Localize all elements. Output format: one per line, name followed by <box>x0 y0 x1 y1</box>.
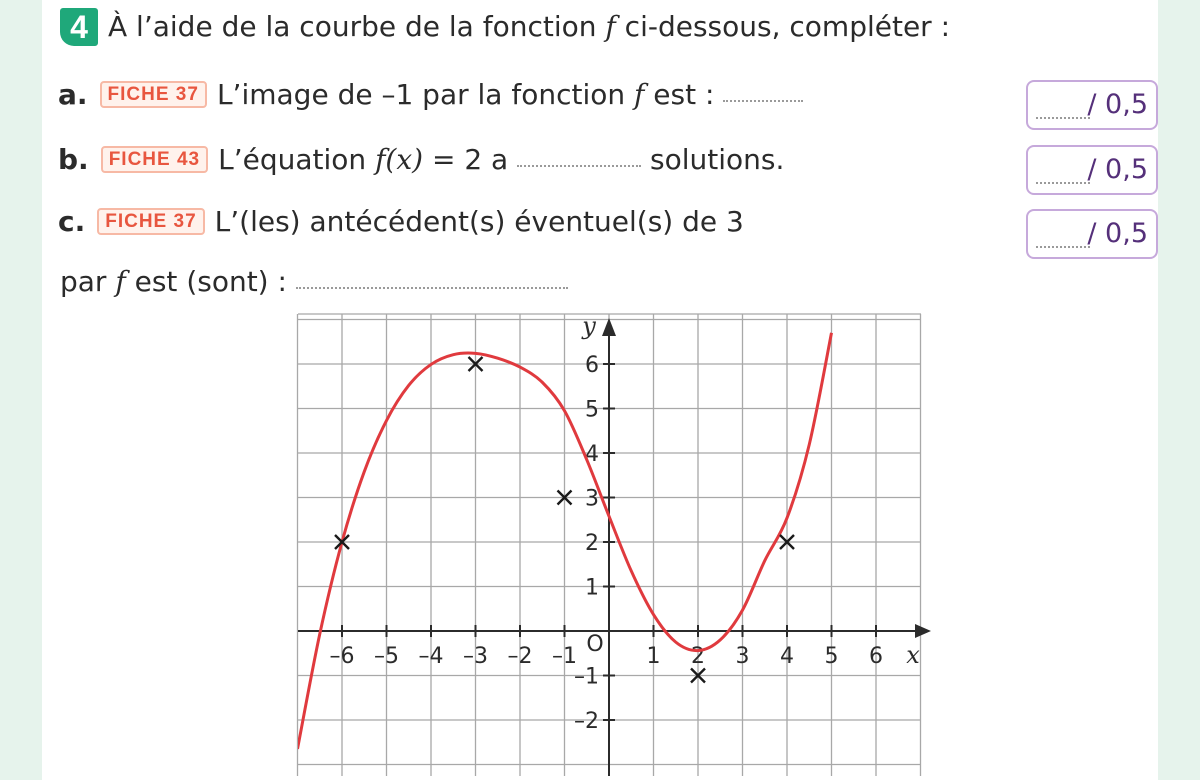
question-letter-a: a. <box>58 78 88 111</box>
fiche-link-a[interactable]: FICHE 37 <box>100 81 207 108</box>
question-letter-c: c. <box>58 205 86 238</box>
x-axis-arrow <box>915 624 931 638</box>
y-tick-label: 1 <box>585 575 599 601</box>
x-tick-label: 1 <box>646 644 661 669</box>
y-tick-label: 6 <box>585 353 599 378</box>
x-tick-label: 2 <box>691 644 705 669</box>
fiche-link-b[interactable]: FICHE 43 <box>101 146 208 173</box>
score-label-a: / 0,5 <box>1087 89 1148 120</box>
x-tick-label: –2 <box>507 644 533 669</box>
function-symbol: f <box>605 10 616 43</box>
score-label-c: / 0,5 <box>1087 218 1148 249</box>
question-c-line2-start: par <box>60 265 116 298</box>
x-tick-label: –1 <box>552 644 577 669</box>
x-tick-label: –6 <box>329 644 355 669</box>
score-label-b: / 0,5 <box>1087 154 1148 185</box>
y-axis-label: y <box>582 312 596 340</box>
y-tick-label: 4 <box>585 442 599 467</box>
x-axis-label: x <box>906 641 920 669</box>
x-tick-label: 4 <box>780 644 794 669</box>
y-tick-label: 5 <box>585 397 599 423</box>
question-b-function-expr: f(x) <box>375 143 424 176</box>
instruction-text-end: ci-dessous, compléter : <box>615 10 951 43</box>
question-c-text: L’(les) antécédent(s) éventuel(s) de 3 <box>214 205 744 238</box>
exercise-number-badge: 4 <box>60 8 98 46</box>
question-a-text-start: L’image de –1 par la fonction <box>216 78 635 111</box>
x-tick-label: –3 <box>463 644 488 669</box>
question-b-text-start: L’équation <box>218 143 376 176</box>
question-c-line2-end: est (sont) : <box>125 265 287 298</box>
origin-label: O <box>586 632 604 657</box>
x-tick-label: 3 <box>735 644 750 669</box>
x-tick-label: 6 <box>869 644 883 669</box>
x-tick-label: –4 <box>418 644 444 669</box>
question-letter-b: b. <box>58 143 89 176</box>
y-tick-label: 2 <box>585 531 599 556</box>
fiche-link-c[interactable]: FICHE 37 <box>97 208 204 235</box>
y-axis-arrow <box>602 318 616 336</box>
question-c-function-symbol: f <box>115 265 126 298</box>
y-tick-label: –2 <box>574 709 599 734</box>
x-tick-label: 5 <box>824 644 839 669</box>
question-a-function-symbol: f <box>634 78 645 111</box>
y-tick-label: –1 <box>574 664 599 690</box>
question-b-text-middle: = 2 a <box>423 143 518 176</box>
x-tick-label: –5 <box>374 644 399 669</box>
y-tick-label: 3 <box>585 486 599 512</box>
question-a-text-end: est : <box>644 78 715 111</box>
instruction-text-start: À l’aide de la courbe de la fonction <box>108 10 606 43</box>
question-b-text-end: solutions. <box>641 143 785 176</box>
